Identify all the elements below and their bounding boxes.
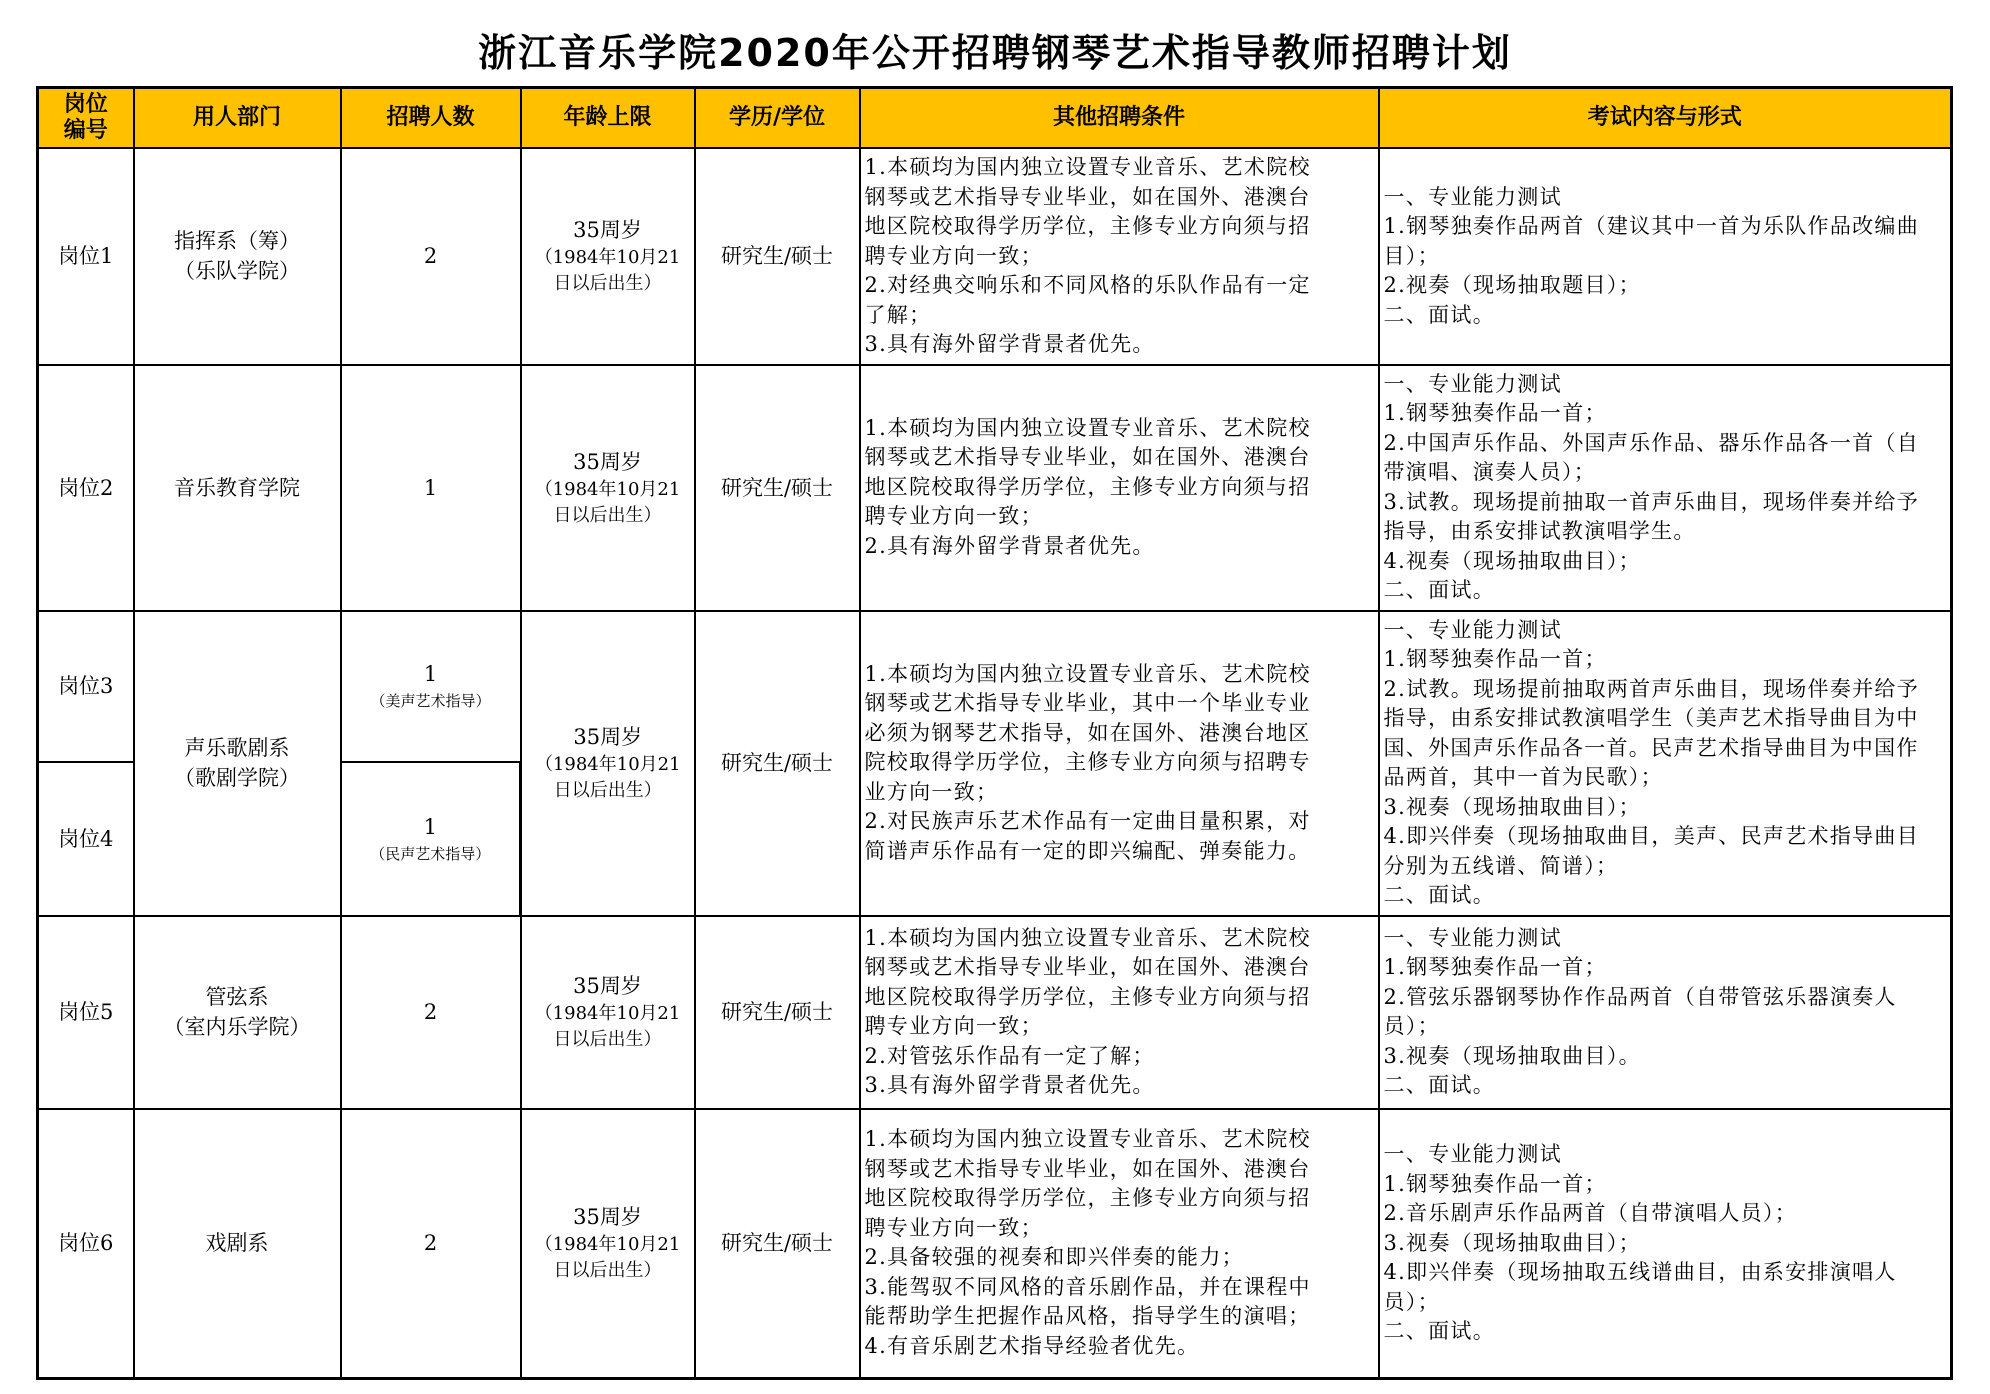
age-limit: 35周岁 （1984年10月21 日以后出生） (521, 1109, 695, 1379)
header-position-id: 岗位 编号 (38, 88, 134, 149)
hire-count: 1 (341, 365, 521, 611)
table-row (38, 611, 1952, 763)
exam-content: 一、专业能力测试 1.钢琴独奏作品一首； 2.中国声乐作品、外国声乐作品、器乐作品各一首（自 带演唱、演奏人员）； 3.试教。现场提前抽取一首声乐曲目，现场伴奏并给予 指导，由系安排试教演唱学生。 4.视奏（现场抽取曲目）； 二、面试。 (1379, 365, 1952, 611)
hire-count: 1 （美声艺术指导） (341, 611, 521, 763)
age-limit: 35周岁 （1984年10月21 日以后出生） (521, 916, 695, 1109)
exam-content: 一、专业能力测试 1.钢琴独奏作品一首； 2.试教。现场提前抽取两首声乐曲目，现场伴奏并给予 指导，由系安排试教演唱学生（美声艺术指导曲目为中 国、外国声乐作品各一首。民声艺术指导曲目为中国作 品两首，其中一首为民歌）； 3.视奏（现场抽取曲目）； 4.即兴伴奏（现场抽取曲目，美声、民声艺术指导曲目 分别为五线谱、简谱）； 二、面试。 (1379, 611, 1952, 916)
department: 指挥系（筹） （乐队学院） (134, 148, 341, 365)
hire-count: 2 (341, 916, 521, 1109)
degree: 研究生/硕士 (695, 365, 860, 611)
degree: 研究生/硕士 (695, 148, 860, 365)
age-limit: 35周岁 （1984年10月21 日以后出生） (521, 365, 695, 611)
department: 管弦系 （室内乐学院） (134, 916, 341, 1109)
position-id: 岗位1 (38, 148, 134, 365)
header-exam: 考试内容与形式 (1379, 88, 1952, 149)
department: 戏剧系 (134, 1109, 341, 1379)
table-row (38, 365, 1952, 611)
age-limit: 35周岁 （1984年10月21 日以后出生） (521, 148, 695, 365)
header-age: 年龄上限 (521, 88, 695, 149)
department: 音乐教育学院 (134, 365, 341, 611)
position-id: 岗位4 (38, 762, 134, 915)
table-row (38, 916, 1952, 1109)
position-id: 岗位3 (38, 611, 134, 763)
degree: 研究生/硕士 (695, 1109, 860, 1379)
other-conditions: 1.本硕均为国内独立设置专业音乐、艺术院校 钢琴或艺术指导专业毕业，如在国外、港澳台 地区院校取得学历学位，主修专业方向须与招 聘专业方向一致； 2.具有海外留学背景者优先。 (860, 365, 1379, 611)
hire-count: 2 (341, 1109, 521, 1379)
degree: 研究生/硕士 (695, 916, 860, 1109)
exam-content: 一、专业能力测试 1.钢琴独奏作品一首； 2.音乐剧声乐作品两首（自带演唱人员）； 3.视奏（现场抽取曲目）； 4.即兴伴奏（现场抽取五线谱曲目，由系安排演唱人 员）； 二、面试。 (1379, 1109, 1952, 1379)
position-id: 岗位6 (38, 1109, 134, 1379)
hire-count: 2 (341, 148, 521, 365)
hire-count: 1 （民声艺术指导） (341, 762, 521, 915)
exam-content: 一、专业能力测试 1.钢琴独奏作品一首； 2.管弦乐器钢琴协作作品两首（自带管弦乐器演奏人 员）； 3.视奏（现场抽取曲目）。 二、面试。 (1379, 916, 1952, 1109)
other-conditions: 1.本硕均为国内独立设置专业音乐、艺术院校 钢琴或艺术指导专业毕业，其中一个毕业专业 必须为钢琴艺术指导，如在国外、港澳台地区 院校取得学历学位，主修专业方向须与招聘专 业方向一致； 2.对民族声乐艺术作品有一定曲目量积累，对 简谱声乐作品有一定的即兴编配、弹奏能力。 (860, 611, 1379, 916)
table-header-row (38, 88, 1952, 149)
page-title: 浙江音乐学院2020年公开招聘钢琴艺术指导教师招聘计划 (478, 31, 1512, 75)
header-department: 用人部门 (134, 88, 341, 149)
table-row (38, 148, 1952, 365)
header-count: 招聘人数 (341, 88, 521, 149)
position-id: 岗位2 (38, 365, 134, 611)
header-degree: 学历/学位 (695, 88, 860, 149)
header-conditions: 其他招聘条件 (860, 88, 1379, 149)
other-conditions: 1.本硕均为国内独立设置专业音乐、艺术院校 钢琴或艺术指导专业毕业，如在国外、港澳台 地区院校取得学历学位，主修专业方向须与招 聘专业方向一致； 2.对经典交响乐和不同风格的乐队作品有一定 了解； 3.具有海外留学背景者优先。 (860, 148, 1379, 365)
table-row (38, 1109, 1952, 1379)
position-id: 岗位5 (38, 916, 134, 1109)
other-conditions: 1.本硕均为国内独立设置专业音乐、艺术院校 钢琴或艺术指导专业毕业，如在国外、港澳台 地区院校取得学历学位，主修专业方向须与招 聘专业方向一致； 2.对管弦乐作品有一定了解； 3.具有海外留学背景者优先。 (860, 916, 1379, 1109)
exam-content: 一、专业能力测试 1.钢琴独奏作品两首（建议其中一首为乐队作品改编曲 目）； 2.视奏（现场抽取题目）； 二、面试。 (1379, 148, 1952, 365)
other-conditions: 1.本硕均为国内独立设置专业音乐、艺术院校 钢琴或艺术指导专业毕业，如在国外、港澳台 地区院校取得学历学位，主修专业方向须与招 聘专业方向一致； 2.具备较强的视奏和即兴伴奏的能力； 3.能驾驭不同风格的音乐剧作品，并在课程中 能帮助学生把握作品风格，指导学生的演唱； 4.有音乐剧艺术指导经验者优先。 (860, 1109, 1379, 1379)
age-limit: 35周岁 （1984年10月21 日以后出生） (521, 611, 695, 916)
recruitment-table (36, 86, 1953, 1380)
degree: 研究生/硕士 (695, 611, 860, 916)
department: 声乐歌剧系 （歌剧学院） (134, 611, 341, 916)
